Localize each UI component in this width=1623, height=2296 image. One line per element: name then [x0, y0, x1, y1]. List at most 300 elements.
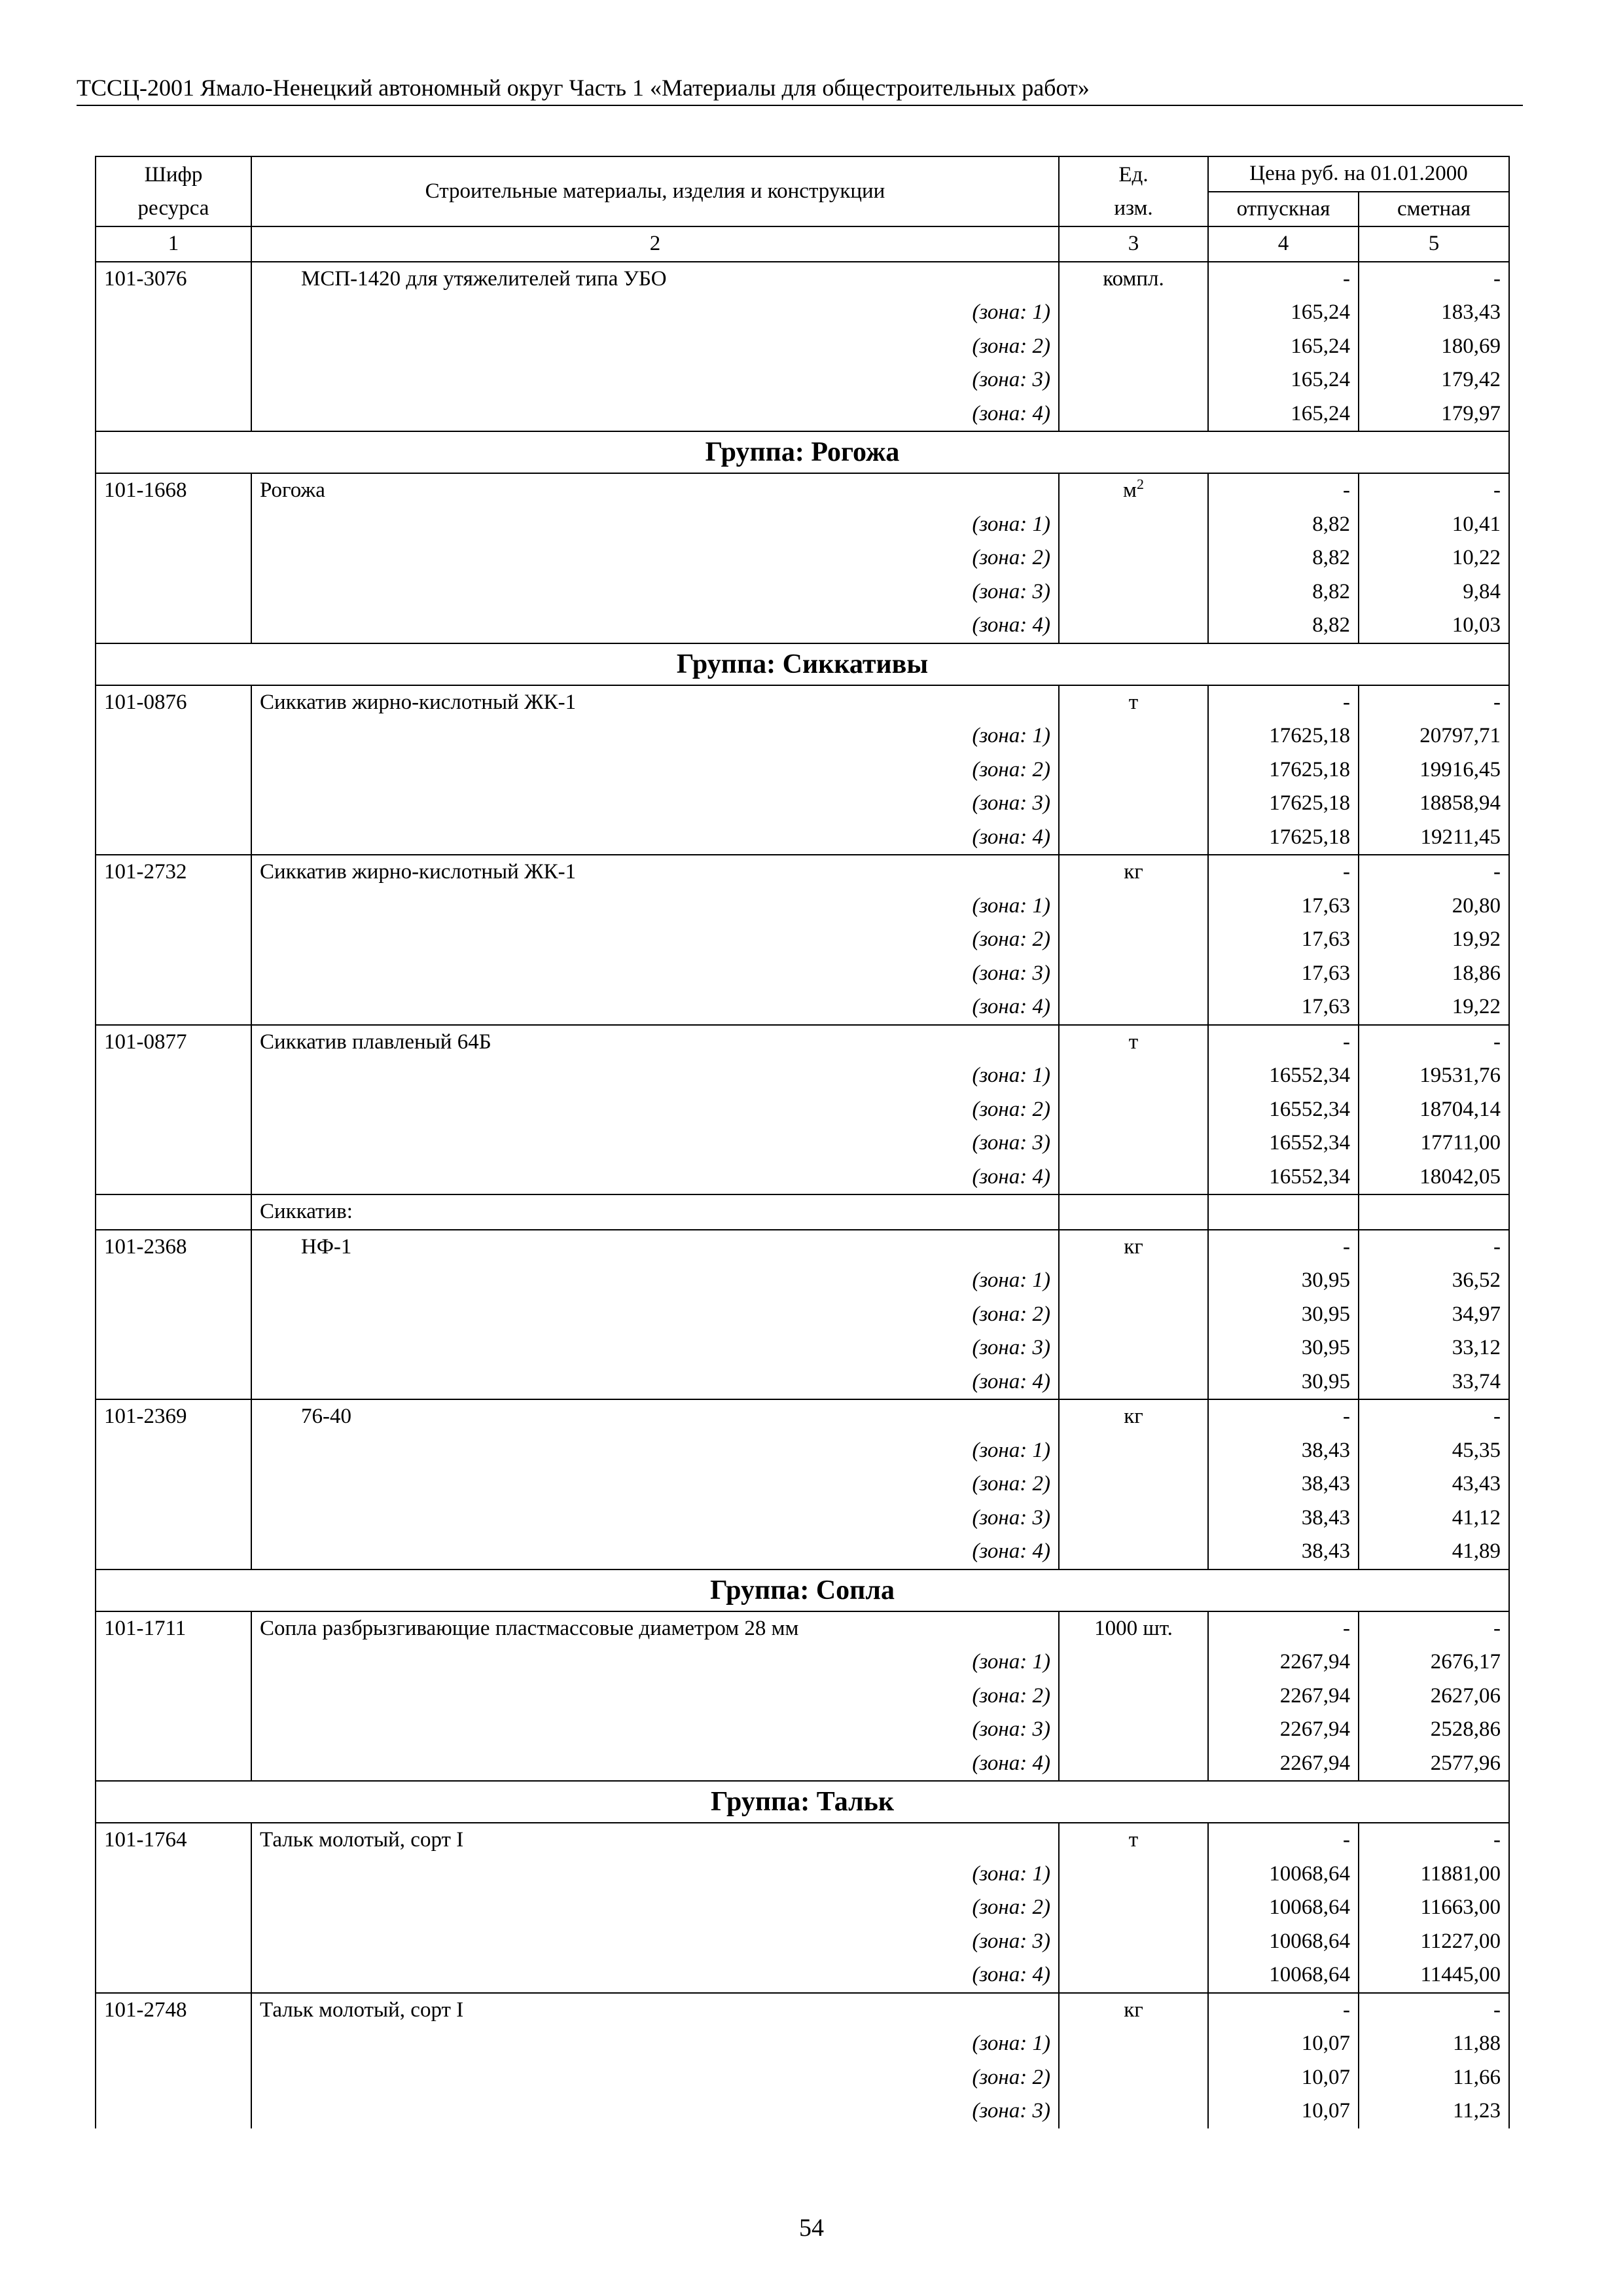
- zone-row: [96, 1160, 1509, 1195]
- release-price: 17625,18: [1208, 719, 1359, 753]
- zone-label: (зона: 2): [251, 541, 1059, 575]
- zone-label: (зона: 4): [251, 609, 1059, 643]
- resource-code: [96, 990, 251, 1025]
- estimate-price: 11663,00: [1359, 1891, 1509, 1925]
- table-row: [96, 685, 1509, 720]
- zone-label: (зона: 1): [251, 2027, 1059, 2061]
- estimate-price: 36,52: [1359, 1264, 1509, 1298]
- zone-row: [96, 1713, 1509, 1747]
- resource-code: [96, 923, 251, 957]
- zone-row: [96, 1958, 1509, 1993]
- resource-code: [96, 1713, 251, 1747]
- release-price: 17,63: [1208, 923, 1359, 957]
- estimate-price: 2528,86: [1359, 1713, 1509, 1747]
- resource-code: [96, 1925, 251, 1959]
- table-row: [96, 473, 1509, 508]
- resource-code: [96, 1501, 251, 1535]
- resource-code: [96, 1331, 251, 1365]
- unit-cell: [1059, 787, 1208, 821]
- zone-label: (зона: 2): [251, 330, 1059, 364]
- release-price: 10068,64: [1208, 1925, 1359, 1959]
- group-title: Группа: Тальк: [96, 1781, 1509, 1823]
- estimate-price: 17711,00: [1359, 1126, 1509, 1160]
- estimate-price: 10,03: [1359, 609, 1509, 643]
- release-price: 30,95: [1208, 1298, 1359, 1332]
- release-price: -: [1208, 1823, 1359, 1857]
- resource-code: [96, 2061, 251, 2095]
- unit-cell: [1059, 1958, 1208, 1993]
- release-price: -: [1208, 1611, 1359, 1646]
- resource-code: [96, 889, 251, 924]
- resource-code: [96, 609, 251, 643]
- unit-superscript: 2: [1136, 476, 1144, 493]
- group-title: Группа: Сопла: [96, 1570, 1509, 1611]
- unit-cell: [1059, 1025, 1208, 1060]
- zone-label: (зона: 1): [251, 889, 1059, 924]
- unit-value: т: [1128, 1030, 1139, 1054]
- release-price: 10068,64: [1208, 1891, 1359, 1925]
- release-price: -: [1208, 1025, 1359, 1060]
- resource-code: 101-1711: [96, 1611, 251, 1646]
- estimate-price: 20,80: [1359, 889, 1509, 924]
- zone-label: (зона: 3): [251, 957, 1059, 991]
- release-price: 10,07: [1208, 2061, 1359, 2095]
- estimate-price: 2627,06: [1359, 1679, 1509, 1713]
- zone-row: [96, 1467, 1509, 1501]
- group-header-row: [96, 1570, 1509, 1611]
- unit-cell: [1059, 1679, 1208, 1713]
- zone-row: [96, 1298, 1509, 1332]
- estimate-price: 43,43: [1359, 1467, 1509, 1501]
- unit-value: кг: [1124, 1998, 1143, 2022]
- resource-code: 101-3076: [96, 262, 251, 296]
- page-header: ТССЦ-2001 Ямало-Ненецкий автономный округ Часть 1 «Материалы для общестроительных работ»: [77, 73, 1523, 106]
- resource-code: 101-0876: [96, 685, 251, 720]
- price-table: [95, 156, 1510, 2128]
- unit-cell: [1059, 1713, 1208, 1747]
- zone-row: [96, 296, 1509, 330]
- zone-row: [96, 508, 1509, 542]
- release-price: 165,24: [1208, 296, 1359, 330]
- unit-cell: [1059, 1823, 1208, 1857]
- resource-code: [96, 719, 251, 753]
- resource-code: [96, 508, 251, 542]
- release-price: 165,24: [1208, 363, 1359, 397]
- resource-code: [96, 575, 251, 609]
- zone-label: (зона: 3): [251, 1713, 1059, 1747]
- release-price: 16552,34: [1208, 1160, 1359, 1195]
- resource-code: [96, 363, 251, 397]
- zone-row: [96, 1645, 1509, 1679]
- release-price: 10,07: [1208, 2094, 1359, 2128]
- table-row: [96, 1025, 1509, 1060]
- zone-label: (зона: 2): [251, 923, 1059, 957]
- release-price: 2267,94: [1208, 1713, 1359, 1747]
- zone-label: (зона: 4): [251, 990, 1059, 1025]
- column-number: 1: [96, 226, 251, 262]
- resource-code: [96, 1093, 251, 1127]
- resource-code: [96, 1467, 251, 1501]
- estimate-price: 11445,00: [1359, 1958, 1509, 1993]
- zone-label: (зона: 2): [251, 1467, 1059, 1501]
- column-header-release: отпускная: [1208, 192, 1359, 227]
- resource-code: [96, 1891, 251, 1925]
- table-row: [96, 1823, 1509, 1857]
- unit-cell: [1059, 855, 1208, 889]
- zone-row: [96, 1501, 1509, 1535]
- resource-code: [96, 1535, 251, 1570]
- column-number: 2: [251, 226, 1059, 262]
- resource-code: [96, 1126, 251, 1160]
- unit-cell: [1059, 1645, 1208, 1679]
- zone-row: [96, 575, 1509, 609]
- unit-cell: [1059, 1467, 1208, 1501]
- zone-row: [96, 1331, 1509, 1365]
- group-title: Группа: Рогожа: [96, 431, 1509, 473]
- unit-cell: [1059, 753, 1208, 787]
- zone-label: (зона: 1): [251, 1645, 1059, 1679]
- estimate-price: 19916,45: [1359, 753, 1509, 787]
- release-price: 10,07: [1208, 2027, 1359, 2061]
- unit-value: т: [1128, 690, 1139, 714]
- zone-label: (зона: 2): [251, 1298, 1059, 1332]
- column-header-estimate: сметная: [1359, 192, 1509, 227]
- release-price: 10068,64: [1208, 1857, 1359, 1892]
- release-price: -: [1208, 1230, 1359, 1265]
- unit-cell: [1059, 821, 1208, 855]
- resource-code: 101-1668: [96, 473, 251, 508]
- release-price: 17625,18: [1208, 753, 1359, 787]
- zone-label: (зона: 4): [251, 821, 1059, 855]
- unit-cell: [1059, 1611, 1208, 1646]
- resource-code: [96, 1747, 251, 1782]
- group-title: Группа: Сиккативы: [96, 643, 1509, 685]
- zone-label: (зона: 1): [251, 296, 1059, 330]
- estimate-price: 18042,05: [1359, 1160, 1509, 1195]
- zone-row: [96, 1434, 1509, 1468]
- resource-code: [96, 1059, 251, 1093]
- zone-row: [96, 363, 1509, 397]
- release-price: [1208, 1194, 1359, 1230]
- zone-label: (зона: 3): [251, 1331, 1059, 1365]
- release-price: 16552,34: [1208, 1126, 1359, 1160]
- zone-label: (зона: 3): [251, 363, 1059, 397]
- estimate-price: 11,88: [1359, 2027, 1509, 2061]
- estimate-price: 18,86: [1359, 957, 1509, 991]
- release-price: 16552,34: [1208, 1059, 1359, 1093]
- column-number: 5: [1359, 226, 1509, 262]
- zone-label: (зона: 4): [251, 1160, 1059, 1195]
- unit-value: м: [1123, 478, 1137, 503]
- release-price: 38,43: [1208, 1501, 1359, 1535]
- resource-code: [96, 296, 251, 330]
- zone-row: [96, 1747, 1509, 1782]
- zone-label: (зона: 2): [251, 1093, 1059, 1127]
- resource-code: [96, 1264, 251, 1298]
- estimate-price: 18704,14: [1359, 1093, 1509, 1127]
- zone-row: [96, 1093, 1509, 1127]
- estimate-price: 11881,00: [1359, 1857, 1509, 1892]
- resource-code: 101-2368: [96, 1230, 251, 1265]
- unit-value: т: [1128, 1828, 1139, 1852]
- unit-cell: [1059, 609, 1208, 643]
- table-row: [96, 1230, 1509, 1265]
- group-header-row: [96, 1781, 1509, 1823]
- table-row: [96, 1993, 1509, 2028]
- release-price: 30,95: [1208, 1331, 1359, 1365]
- unit-cell: [1059, 508, 1208, 542]
- resource-code: [96, 1645, 251, 1679]
- zone-row: [96, 1891, 1509, 1925]
- estimate-price: 18858,94: [1359, 787, 1509, 821]
- unit-cell: [1059, 1993, 1208, 2028]
- release-price: 8,82: [1208, 541, 1359, 575]
- unit-cell: [1059, 363, 1208, 397]
- zone-label: (зона: 1): [251, 508, 1059, 542]
- zone-label: (зона: 3): [251, 787, 1059, 821]
- page-number: 54: [799, 2214, 824, 2242]
- estimate-price: 41,12: [1359, 1501, 1509, 1535]
- release-price: -: [1208, 473, 1359, 508]
- estimate-price: 10,22: [1359, 541, 1509, 575]
- release-price: 17625,18: [1208, 787, 1359, 821]
- zone-row: [96, 1679, 1509, 1713]
- estimate-price: 19211,45: [1359, 821, 1509, 855]
- release-price: 8,82: [1208, 609, 1359, 643]
- estimate-price: 2676,17: [1359, 1645, 1509, 1679]
- unit-cell: [1059, 296, 1208, 330]
- zone-row: [96, 397, 1509, 432]
- unit-value: 1000 шт.: [1094, 1616, 1173, 1640]
- release-price: 30,95: [1208, 1365, 1359, 1400]
- resource-code: [96, 2027, 251, 2061]
- release-price: 17,63: [1208, 957, 1359, 991]
- release-price: -: [1208, 855, 1359, 889]
- release-price: 10068,64: [1208, 1958, 1359, 1993]
- unit-cell: [1059, 1126, 1208, 1160]
- zone-label: (зона: 4): [251, 1747, 1059, 1782]
- zone-row: [96, 2061, 1509, 2095]
- estimate-price: -: [1359, 473, 1509, 508]
- zone-row: [96, 957, 1509, 991]
- group-header-row: [96, 431, 1509, 473]
- estimate-price: -: [1359, 1993, 1509, 2028]
- zone-label: (зона: 1): [251, 1264, 1059, 1298]
- group-header-row: [96, 643, 1509, 685]
- unit-cell: [1059, 1230, 1208, 1265]
- zone-row: [96, 889, 1509, 924]
- column-header-name: Строительные материалы, изделия и конструкции: [251, 156, 1059, 226]
- unit-cell: [1059, 1264, 1208, 1298]
- estimate-price: 45,35: [1359, 1434, 1509, 1468]
- resource-code: [96, 1365, 251, 1400]
- release-price: 38,43: [1208, 1535, 1359, 1570]
- zone-label: (зона: 4): [251, 1958, 1059, 1993]
- release-price: 17625,18: [1208, 821, 1359, 855]
- zone-row: [96, 609, 1509, 643]
- resource-code: [96, 753, 251, 787]
- resource-code: 101-0877: [96, 1025, 251, 1060]
- zone-row: [96, 787, 1509, 821]
- unit-cell: [1059, 575, 1208, 609]
- zone-label: (зона: 4): [251, 1535, 1059, 1570]
- material-name: МСП-1420 для утяжелителей типа УБО: [251, 262, 1059, 296]
- resource-code: [96, 1434, 251, 1468]
- estimate-price: 19531,76: [1359, 1059, 1509, 1093]
- zone-row: [96, 541, 1509, 575]
- column-header-price: Цена руб. на 01.01.2000: [1208, 156, 1509, 192]
- zone-label: (зона: 2): [251, 1679, 1059, 1713]
- zone-label: (зона: 4): [251, 397, 1059, 432]
- release-price: 2267,94: [1208, 1645, 1359, 1679]
- unit-cell: [1059, 2027, 1208, 2061]
- release-price: 17,63: [1208, 889, 1359, 924]
- unit-cell: [1059, 262, 1208, 296]
- material-name: Сиккатив жирно-кислотный ЖК-1: [251, 855, 1059, 889]
- release-price: 17,63: [1208, 990, 1359, 1025]
- resource-code: [96, 1958, 251, 1993]
- zone-row: [96, 990, 1509, 1025]
- table-body: [96, 262, 1509, 2128]
- unit-cell: [1059, 1891, 1208, 1925]
- zone-label: (зона: 1): [251, 1059, 1059, 1093]
- unit-cell: [1059, 1434, 1208, 1468]
- unit-cell: [1059, 330, 1208, 364]
- unit-cell: [1059, 1331, 1208, 1365]
- resource-code: [96, 2094, 251, 2128]
- table-row: [96, 855, 1509, 889]
- zone-label: (зона: 1): [251, 1434, 1059, 1468]
- table-row: [96, 1611, 1509, 1646]
- column-number: 4: [1208, 226, 1359, 262]
- release-price: -: [1208, 685, 1359, 720]
- estimate-price: 34,97: [1359, 1298, 1509, 1332]
- zone-label: (зона: 3): [251, 1501, 1059, 1535]
- release-price: 165,24: [1208, 397, 1359, 432]
- unit-cell: [1059, 1501, 1208, 1535]
- unit-cell: [1059, 990, 1208, 1025]
- resource-code: 101-2369: [96, 1399, 251, 1434]
- unit-cell: [1059, 1857, 1208, 1892]
- zone-row: [96, 923, 1509, 957]
- estimate-price: 9,84: [1359, 575, 1509, 609]
- release-price: 16552,34: [1208, 1093, 1359, 1127]
- release-price: 8,82: [1208, 508, 1359, 542]
- release-price: 2267,94: [1208, 1747, 1359, 1782]
- zone-row: [96, 1126, 1509, 1160]
- unit-cell: [1059, 719, 1208, 753]
- resource-code: [96, 330, 251, 364]
- estimate-price: 33,12: [1359, 1331, 1509, 1365]
- unit-cell: [1059, 1093, 1208, 1127]
- unit-cell: [1059, 1298, 1208, 1332]
- material-name: Тальк молотый, сорт I: [251, 1993, 1059, 2028]
- resource-code: [96, 1298, 251, 1332]
- resource-code: [96, 397, 251, 432]
- zone-row: [96, 330, 1509, 364]
- material-name: Сиккатив плавленый 64Б: [251, 1025, 1059, 1060]
- unit-cell: [1059, 923, 1208, 957]
- unit-cell: [1059, 1194, 1208, 1230]
- estimate-price: 11227,00: [1359, 1925, 1509, 1959]
- release-price: 165,24: [1208, 330, 1359, 364]
- material-name: Рогожа: [251, 473, 1059, 508]
- zone-row: [96, 1535, 1509, 1570]
- resource-code: [96, 957, 251, 991]
- unit-value: кг: [1124, 1234, 1143, 1259]
- resource-code: [96, 1194, 251, 1230]
- unit-cell: [1059, 2061, 1208, 2095]
- unit-cell: [1059, 1925, 1208, 1959]
- estimate-price: 19,22: [1359, 990, 1509, 1025]
- estimate-price: 2577,96: [1359, 1747, 1509, 1782]
- unit-value: кг: [1124, 1405, 1143, 1429]
- zone-label: (зона: 4): [251, 1365, 1059, 1400]
- estimate-price: -: [1359, 685, 1509, 720]
- zone-row: [96, 1857, 1509, 1892]
- resource-code: 101-1764: [96, 1823, 251, 1857]
- release-price: 38,43: [1208, 1467, 1359, 1501]
- estimate-price: 183,43: [1359, 296, 1509, 330]
- zone-row: [96, 1925, 1509, 1959]
- estimate-price: -: [1359, 1823, 1509, 1857]
- subheading-name: Сиккатив:: [251, 1194, 1059, 1230]
- release-price: -: [1208, 1399, 1359, 1434]
- zone-label: (зона: 1): [251, 719, 1059, 753]
- release-price: 30,95: [1208, 1264, 1359, 1298]
- estimate-price: 180,69: [1359, 330, 1509, 364]
- resource-code: [96, 821, 251, 855]
- zone-row: [96, 753, 1509, 787]
- material-name: 76-40: [251, 1399, 1059, 1434]
- zone-label: (зона: 3): [251, 2094, 1059, 2128]
- release-price: -: [1208, 1993, 1359, 2028]
- unit-cell: [1059, 1747, 1208, 1782]
- resource-code: [96, 1160, 251, 1195]
- material-name: Тальк молотый, сорт I: [251, 1823, 1059, 1857]
- subheading-row: [96, 1194, 1509, 1230]
- estimate-price: 19,92: [1359, 923, 1509, 957]
- resource-code: [96, 541, 251, 575]
- zone-label: (зона: 1): [251, 1857, 1059, 1892]
- estimate-price: -: [1359, 1399, 1509, 1434]
- unit-cell: [1059, 541, 1208, 575]
- zone-row: [96, 821, 1509, 855]
- unit-cell: [1059, 1160, 1208, 1195]
- material-name: Сиккатив жирно-кислотный ЖК-1: [251, 685, 1059, 720]
- resource-code: [96, 1857, 251, 1892]
- zone-label: (зона: 3): [251, 1126, 1059, 1160]
- table-row: [96, 1399, 1509, 1434]
- unit-cell: [1059, 1399, 1208, 1434]
- release-price: -: [1208, 262, 1359, 296]
- unit-cell: [1059, 1535, 1208, 1570]
- release-price: 2267,94: [1208, 1679, 1359, 1713]
- zone-row: [96, 719, 1509, 753]
- estimate-price: 11,66: [1359, 2061, 1509, 2095]
- material-name: НФ-1: [251, 1230, 1059, 1265]
- estimate-price: 11,23: [1359, 2094, 1509, 2128]
- release-price: 38,43: [1208, 1434, 1359, 1468]
- column-number: 3: [1059, 226, 1208, 262]
- unit-cell: [1059, 1365, 1208, 1400]
- zone-row: [96, 1264, 1509, 1298]
- zone-row: [96, 2027, 1509, 2061]
- estimate-price: -: [1359, 262, 1509, 296]
- unit-cell: [1059, 397, 1208, 432]
- estimate-price: 33,74: [1359, 1365, 1509, 1400]
- release-price: 8,82: [1208, 575, 1359, 609]
